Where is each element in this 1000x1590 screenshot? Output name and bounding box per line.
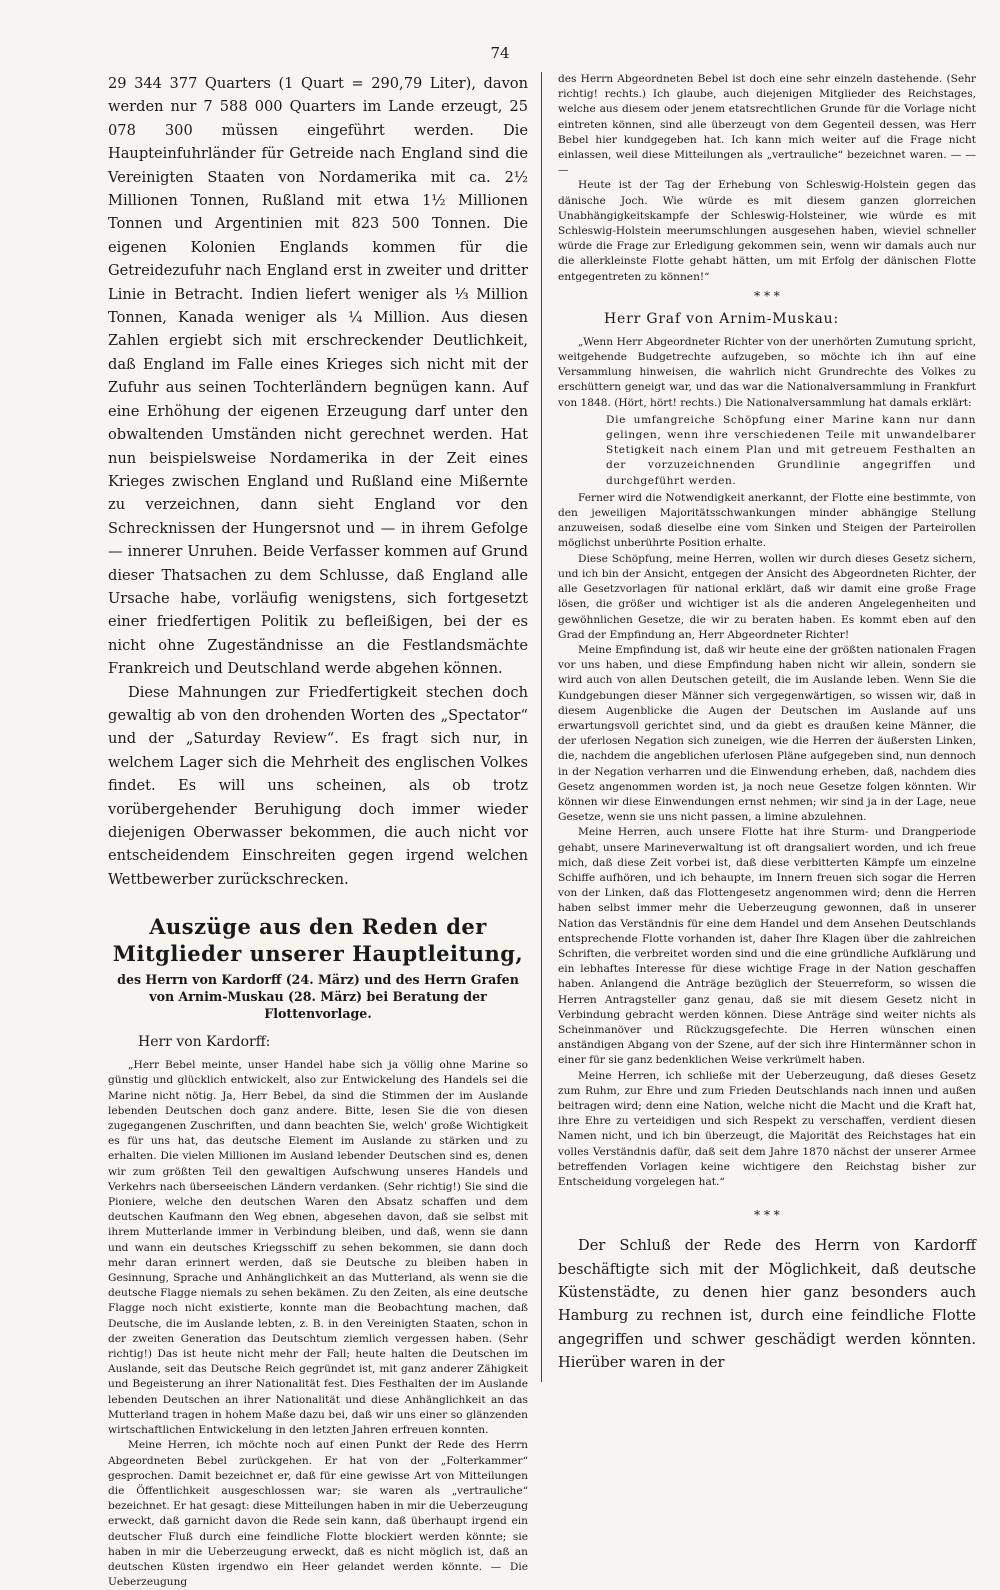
closing-text [558, 1234, 976, 1374]
section-stars: * * * [754, 288, 780, 303]
paragraph: Der Schluß der Rede des Herrn von Kardorff beschäftigte sich mit der Möglichkeit, daß deutsche Küstenstädte, zu denen hier ganz besonders auch Hamburg zu rechnen ist, durch eine feindliche Flotte angegriffen und schwer geschädigt werden könnten. Hierüber waren in der [558, 1237, 976, 1372]
page-number: 74 [490, 44, 510, 62]
paragraph: Meine Empfindung ist, daß wir heute eine der größten nationalen Fragen vor uns haben, und diese Empfindung haben nicht wir allein, sondern sie wird auch von allen Deutschen geteilt, die im Auslande leben. Wenn Sie die Kundgebungen dieser Männer sich vergegenwärtigen, so wissen wir, daß in diesem Augenblicke die Augen der Deutschen im Auslande auf uns erwartungsvoll gerichtet sind, und da giebt es draußen keine Männer, die der uferlosen Negation sich zuneigen, wie die Herren der äußersten Linken, die, nachdem die angeblichen uferlosen Pläne aufgegeben sind, nun dennoch in der Negation verharren und die Einwendung erheben, daß, nachdem dies Gesetz angenommen worden ist, ja noch neue Gesetze folgen könnten. Wir können wir diese Einwendungen ernst nehmen; wir sind ja in der Lage, neue Gesetze, wenn sie uns nicht passen, a limine abzulehnen. [558, 643, 976, 824]
paragraph: „Wenn Herr Abgeordneter Richter von der unerhörten Zumutung spricht, weitgehende Budgetrechte aufzugeben, so möchte ich ihn auf eine Versammlung hinweisen, die wahrlich nicht Grundrechte des Volkes zu erschüttern geneigt war, und das war die Nationalversammlung in Frankfurt von 1848. (Hört, hört! rechts.) Die Nationalversammlung hat damals erklärt: [558, 335, 976, 409]
section-heading [108, 913, 528, 1022]
paragraph: Meine Herren, ich möchte noch auf einen Punkt der Rede des Herrn Abgeordneten Bebel zurückgehen. Er hat von der „Folterkammer“ gesprochen. Damit bezeichnet er, daß für eine gewisse Art von Mitteilungen die Öffentlichkeit ausgeschlossen war; sie waren als „vertrauliche“ bezeichnet. Er hat gesagt: diese Mitteilungen haben in mir die Ueberzeugung erweckt, daß garnicht davon die Rede sein kann, daß überhaupt irgend ein deutscher Fluß durch eine feindliche Flotte blockiert werden könnte; sie haben in mir die Ueberzeugung erweckt, daß es nicht möglich ist, daß an deutschen Küsten irgendwo ein Heer gelandet werden könnte. — Die Ueberzeugung [108, 1439, 528, 1589]
quotation: Die umfangreiche Schöpfung einer Marine kann nur dann gelingen, wenn ihre verschiedenen Teile mit unwandelbarer Stetigkeit nach einem Plan und mit getreuem Festhalten an der vorzuzeichnenden Grundlinie angegriffen und durchgeführt werden. [606, 413, 976, 487]
column-divider [541, 72, 542, 1382]
paragraph: Meine Herren, auch unsere Flotte hat ihre Sturm- und Drangperiode gehabt, unsere Marineverwaltung ist oft drangsaliert worden, und ich freue mich, daß diese Zeit vorbei ist, daß diese verbitterten Kämpfe um einzelne Schiffe aufhören, und ich behaupte, im Innern freuen sich sogar die Herren von der Linken, daß das Flottengesetz angenommen wird; denn die Herren haben selbst immer mehr die Ueberzeugung gewonnen, daß in unserer Nation das Verständnis für eine dem Handel und dem Ansehen Deutschlands entsprechende Flotte vorhanden ist, daher Ihre Klagen über die zahlreichen Schriften, die verbreitet worden sind und die eine gründliche Aufklärung und ein lebhaftes Interesse für diese wichtige Frage in der Nation geschaffen haben. Anlangend die Anträge bezüglich der Steuerreform, so wissen die Herren Antragsteller ganz genau, daß sie mit diesem Gesetz nicht in Verbindung gebracht werden können. Diese Anträge sind weiter nichts als Scheinmanöver und Rückzugsgefechte. Die Herren wünschen einen anständigen Abgang von der Szene, auf der sich ihre Hintermänner schon in einer für sie ganz bedenklichen Weise verkrümelt haben. [558, 826, 976, 1067]
paragraph: des Herrn Abgeordneten Bebel ist doch eine sehr einzeln dastehende. (Sehr richtig! rechts.) Ich glaube, auch diejenigen Mitglieder des Reichstages, welche aus diesem oder jenem etatsrechtlichen Grunde für die Vorlage nicht eintreten können, sind alle überzeugt von dem Gegenteil dessen, was Herr Bebel hier kundgegeben hat. Ich kann mich weiter auf die Frage nicht einlassen, weil diese Mitteilungen als „vertrauliche“ bezeichnet waren. — — — [558, 73, 976, 177]
speech-kardorff [108, 1058, 528, 1590]
section-divider-mark: * * * [754, 1208, 780, 1223]
paragraph: 29 344 377 Quarters (1 Quart = 290,79 Liter), davon werden nur 7 588 000 Quarters im Lande erzeugt, 25 078 300 müssen eingeführt werden. Die Haupteinfuhrländer für Getreide nach England sind die Vereinigten Staaten von Nordamerika mit ca. 2½ Millionen Tonnen, Rußland mit etwa 1½ Millionen Tonnen und Argentinien mit 823 500 Tonnen. Die eigenen Kolonien Englands kommen für die Getreidezufuhr nach England erst in zweiter und dritter Linie in Betracht. Indien liefert weniger als ⅓ Million Tonnen, Kanada weniger als ¼ Million. Aus diesen Zahlen ergiebt sich mit erschreckender Deutlichkeit, daß England im Falle eines Krieges sich nicht mit der Zufuhr aus seinen Tochterländern begnügen kann. Auf eine Erhöhung der eigenen Erzeugung darf unter den obwaltenden Umständen nicht gerechnet werden. Hat nun beispielsweise Nordamerika in der Zeit eines Krieges zwischen England und Rußland eine Mißernte zu verzeichnen, dann sieht England vor den Schrecknissen der Hungersnot und — in ihrem Gefolge — innerer Unruhen. Beide Verfasser kommen auf Grund dieser Thatsachen zu dem Schlusse, daß England alle Ursache habe, vorläufig wenigstens, sich fortgesetzt einer friedfertigen Politik zu befleißigen, bei der es nicht ohne Zugeständnisse an die Festlandsmächte Frankreich und Deutschland werde abgehen können. [108, 75, 528, 678]
speech-kardorff-continued [558, 72, 976, 285]
paragraph: Ferner wird die Notwendigkeit anerkannt, der Flotte eine bestimmte, von den jeweiligen Majoritätsschwankungen minder abhängige Stellung anzuweisen, sodaß dieselbe eine vom Sinken und Steigen der Parteirollen möglichst unberührte Position erhalte. [558, 491, 976, 550]
speaker-name: Herr von Kardorff: [138, 1034, 271, 1051]
heading-subtitle: des Herrn von Kardorff (24. März) und des Herrn Grafen von Arnim-Muskau (28. März) bei Beratung der Flottenvorlage. [117, 972, 519, 1022]
heading-title: Auszüge aus den Reden der Mitglieder unserer Hauptleitung, [112, 914, 524, 967]
article-continuation [108, 72, 528, 891]
paragraph: Diese Mahnungen zur Friedfertigkeit stechen doch gewaltig ab von den drohenden Worten des „Spectator“ und der „Saturday Review“. Es fragt sich nur, in welchem Lager sich die Mehrheit des englischen Volkes findet. Es will uns scheinen, als ob trotz vorübergehender Beruhigung doch immer wieder diejenigen Oberwasser bekommen, die auch nicht vor entscheidendem Einschreiten gegen irgend welchen Wettbewerber zurückschrecken. [108, 683, 528, 888]
paragraph: Meine Herren, ich schließe mit der Ueberzeugung, daß dieses Gesetz zum Ruhm, zur Ehre und zum Frieden Deutschlands nach innen und außen beitragen wird; denn eine Nation, welche nicht die Macht und die Kraft hat, ihre Ehre zu verteidigen und sich Respekt zu verschaffen, verdient diesen Namen nicht, und ich bin überzeugt, die Majorität des Reichstages hat ein volles Verständnis dafür, daß seit dem Jahre 1870 nächst der unserer Armee betreffenden Vorlagen keine wichtigere den Reichstag bisher zur Entscheidung vorgelegen hat.“ [558, 1069, 976, 1189]
right-column [558, 72, 976, 1375]
paragraph: Diese Schöpfung, meine Herren, wollen wir durch dieses Gesetz sichern, und ich bin der Ansicht, entgegen der Ansicht des Abgeordneten Richter, der alle Gesetzvorlagen für national erklärt, daß wir damit eine große Frage lösen, die größer und wichtiger ist als die anderen Angelegenheiten und gewöhnlichen Gesetze, die wir zu beraten haben. Es kommt eben auf den Grad der Empfindung an, Herr Abgeordneter Richter! [558, 552, 976, 641]
speaker-name: Herr Graf von Arnim-Muskau: [604, 310, 839, 327]
paragraph: Heute ist der Tag der Erhebung von Schleswig-Holstein gegen das dänische Joch. Wie würde es mit diesem ganzen glorreichen Unabhängigkeitskampfe der Schleswig-Holsteiner, wie würde es mit Schleswig-Holstein meerumschlungen ausgesehen haben, wieviel schneller würde die Frage zur Erledigung gekommen sein, wenn wir damals auch nur die allerkleinste Flotte gehabt hätten, um mit Erfolg der dänischen Flotte entgegentreten zu können!“ [558, 179, 976, 283]
speech-arnim [558, 335, 976, 1190]
left-column [108, 72, 528, 1590]
paragraph: „Herr Bebel meinte, unser Handel habe sich ja völlig ohne Marine so günstig und glücklich entwickelt, also zur Entwickelung des Handels sei die Marine nicht nötig. Ja, Herr Bebel, da sind die Stimmen der im Auslande lebenden Deutschen doch ganz andere. Bitte, lesen Sie die von diesen zugegangenen Zuschriften, und dann beachten Sie, welch' große Wichtigkeit es für uns hat, das deutsche Element im Auslande zu stärken und zu erhalten. Die vielen Millionen im Ausland lebender Deutschen sind es, denen wir zum größten Teil den gewaltigen Aufschwung unseres Handels und Verkehrs nach überseeischen Ländern verdanken. (Sehr richtig!) Sie sind die Pioniere, welche den deutschen Waren den Absatz schaffen und dem deutschen Kaufmann den Weg ebnen, abgesehen davon, daß sie selbst mit ihrem Mutterlande immer in Verbindung bleiben, und daß, wenn sie dann und wann ein deutsches Kriegsschiff zu sehen bekommen, sie dann doch mehr daran erinnert werden, daß sie Deutsche zu bleiben haben in Gesinnung, Sprache und Anhänglichkeit an das Mutterland, als wenn sie die deutsche Flagge niemals zu sehen bekämen. Zu den Zeiten, als eine deutsche Flagge noch nicht existierte, konnte man die Beobachtung machen, daß Deutsche, die im Auslande lebten, z. B. in den Vereinigten Staaten, schon in der zweiten Generation das Deutschtum ziemlich vergessen haben. (Sehr richtig!) Das ist heute nicht mehr der Fall; heute halten die Deutschen im Auslande, seit das Deutsche Reich gegründet ist, mit ganz anderer Zähigkeit und Begeisterung an ihrer Nationalität fest. Dies Festhalten der im Auslande lebenden Deutschen an ihrer Nationalität und diese Anhänglichkeit an das Mutterland tragen in hohem Maße dazu bei, daß wir uns einer so glänzenden wirtschaftlichen Entwickelung in den letzten Jahren erfreuen konnten. [108, 1059, 528, 1437]
